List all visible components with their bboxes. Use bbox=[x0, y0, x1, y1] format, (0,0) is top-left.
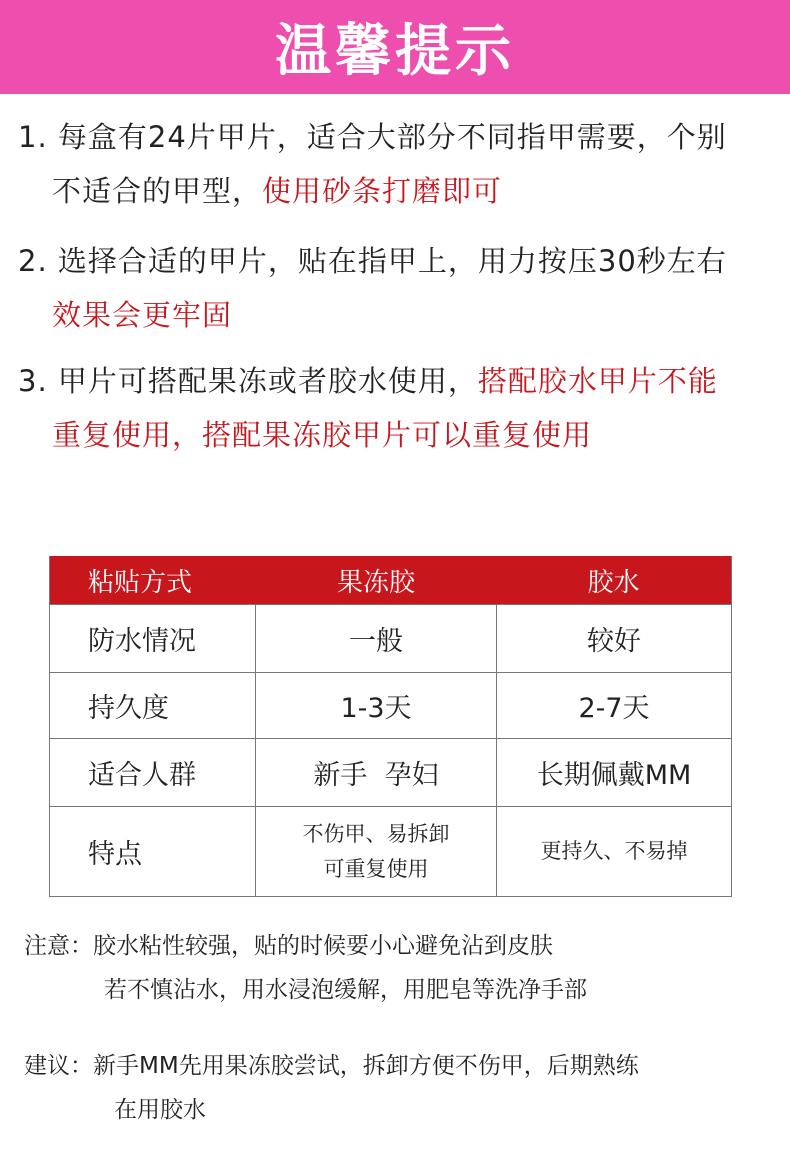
header-cell-glue: 胶水 bbox=[587, 567, 640, 598]
row-label: 防水情况 bbox=[50, 605, 256, 672]
notice-line-2: 若不慎沾水，用水浸泡缓解，用肥皂等洗净手部 bbox=[104, 977, 587, 1003]
tip-text: 1. 每盒有24片甲片，适合大部分不同指甲需要，个别 bbox=[18, 120, 727, 154]
glue-cell: 长期佩戴MM bbox=[536, 760, 692, 791]
tip-highlight: 搭配胶水甲片不能 bbox=[477, 364, 718, 398]
glue-cell: 2-7天 bbox=[578, 693, 650, 724]
tip-text: 2. 选择合适的甲片，贴在指甲上，用力按压30秒左右 bbox=[18, 244, 727, 278]
row-label: 持久度 bbox=[50, 673, 256, 738]
tip-1-line-2 bbox=[18, 164, 778, 218]
table-header bbox=[50, 556, 731, 604]
glue-cell: 更持久、不易掉 bbox=[540, 839, 688, 863]
glue-cell: 较好 bbox=[587, 626, 641, 657]
notice-block bbox=[24, 924, 774, 1012]
tip-highlight: 使用砂条打磨即可 bbox=[262, 174, 503, 208]
tip-1 bbox=[18, 110, 778, 218]
comparison-table bbox=[49, 556, 732, 897]
suggestion-block bbox=[24, 1044, 774, 1132]
table-row bbox=[50, 604, 731, 672]
table-row bbox=[50, 806, 731, 896]
jelly-cell: 不伤甲、易拆卸 可重复使用 bbox=[256, 807, 497, 896]
notice-line-1: 注意：胶水粘性较强，贴的时候要小心避免沾到皮肤 bbox=[24, 933, 553, 959]
page-title: 温馨提示 bbox=[275, 18, 515, 84]
tip-3-line-1 bbox=[18, 354, 778, 408]
tip-highlight: 重复使用，搭配果冻胶甲片可以重复使用 bbox=[52, 418, 593, 452]
tip-3 bbox=[18, 354, 778, 462]
table-row bbox=[50, 672, 731, 738]
tip-3-line-2 bbox=[18, 408, 778, 462]
tip-2 bbox=[18, 234, 778, 342]
row-label: 适合人群 bbox=[50, 739, 256, 806]
tip-highlight: 效果会更牢固 bbox=[52, 298, 233, 332]
header-banner bbox=[0, 0, 790, 94]
jelly-cell: 1-3天 bbox=[256, 673, 497, 738]
suggestion-line-2: 在用胶水 bbox=[114, 1097, 206, 1123]
tip-text: 不适合的甲型， bbox=[52, 174, 263, 208]
tip-2-line-1 bbox=[18, 234, 778, 288]
jelly-cell: 新手 孕妇 bbox=[256, 739, 497, 806]
row-label: 特点 bbox=[50, 807, 256, 896]
tip-text: 3. 甲片可搭配果冻或者胶水使用， bbox=[18, 364, 478, 398]
header-cell-jelly: 果冻胶 bbox=[336, 567, 415, 598]
jelly-cell: 一般 bbox=[256, 605, 497, 672]
table-row bbox=[50, 738, 731, 806]
suggestion-line-1: 建议：新手MM先用果冻胶尝试，拆卸方便不伤甲，后期熟练 bbox=[24, 1053, 639, 1079]
tip-1-line-1 bbox=[18, 110, 778, 164]
header-cell-method: 粘贴方式 bbox=[88, 567, 193, 598]
tip-2-line-2 bbox=[18, 288, 778, 342]
